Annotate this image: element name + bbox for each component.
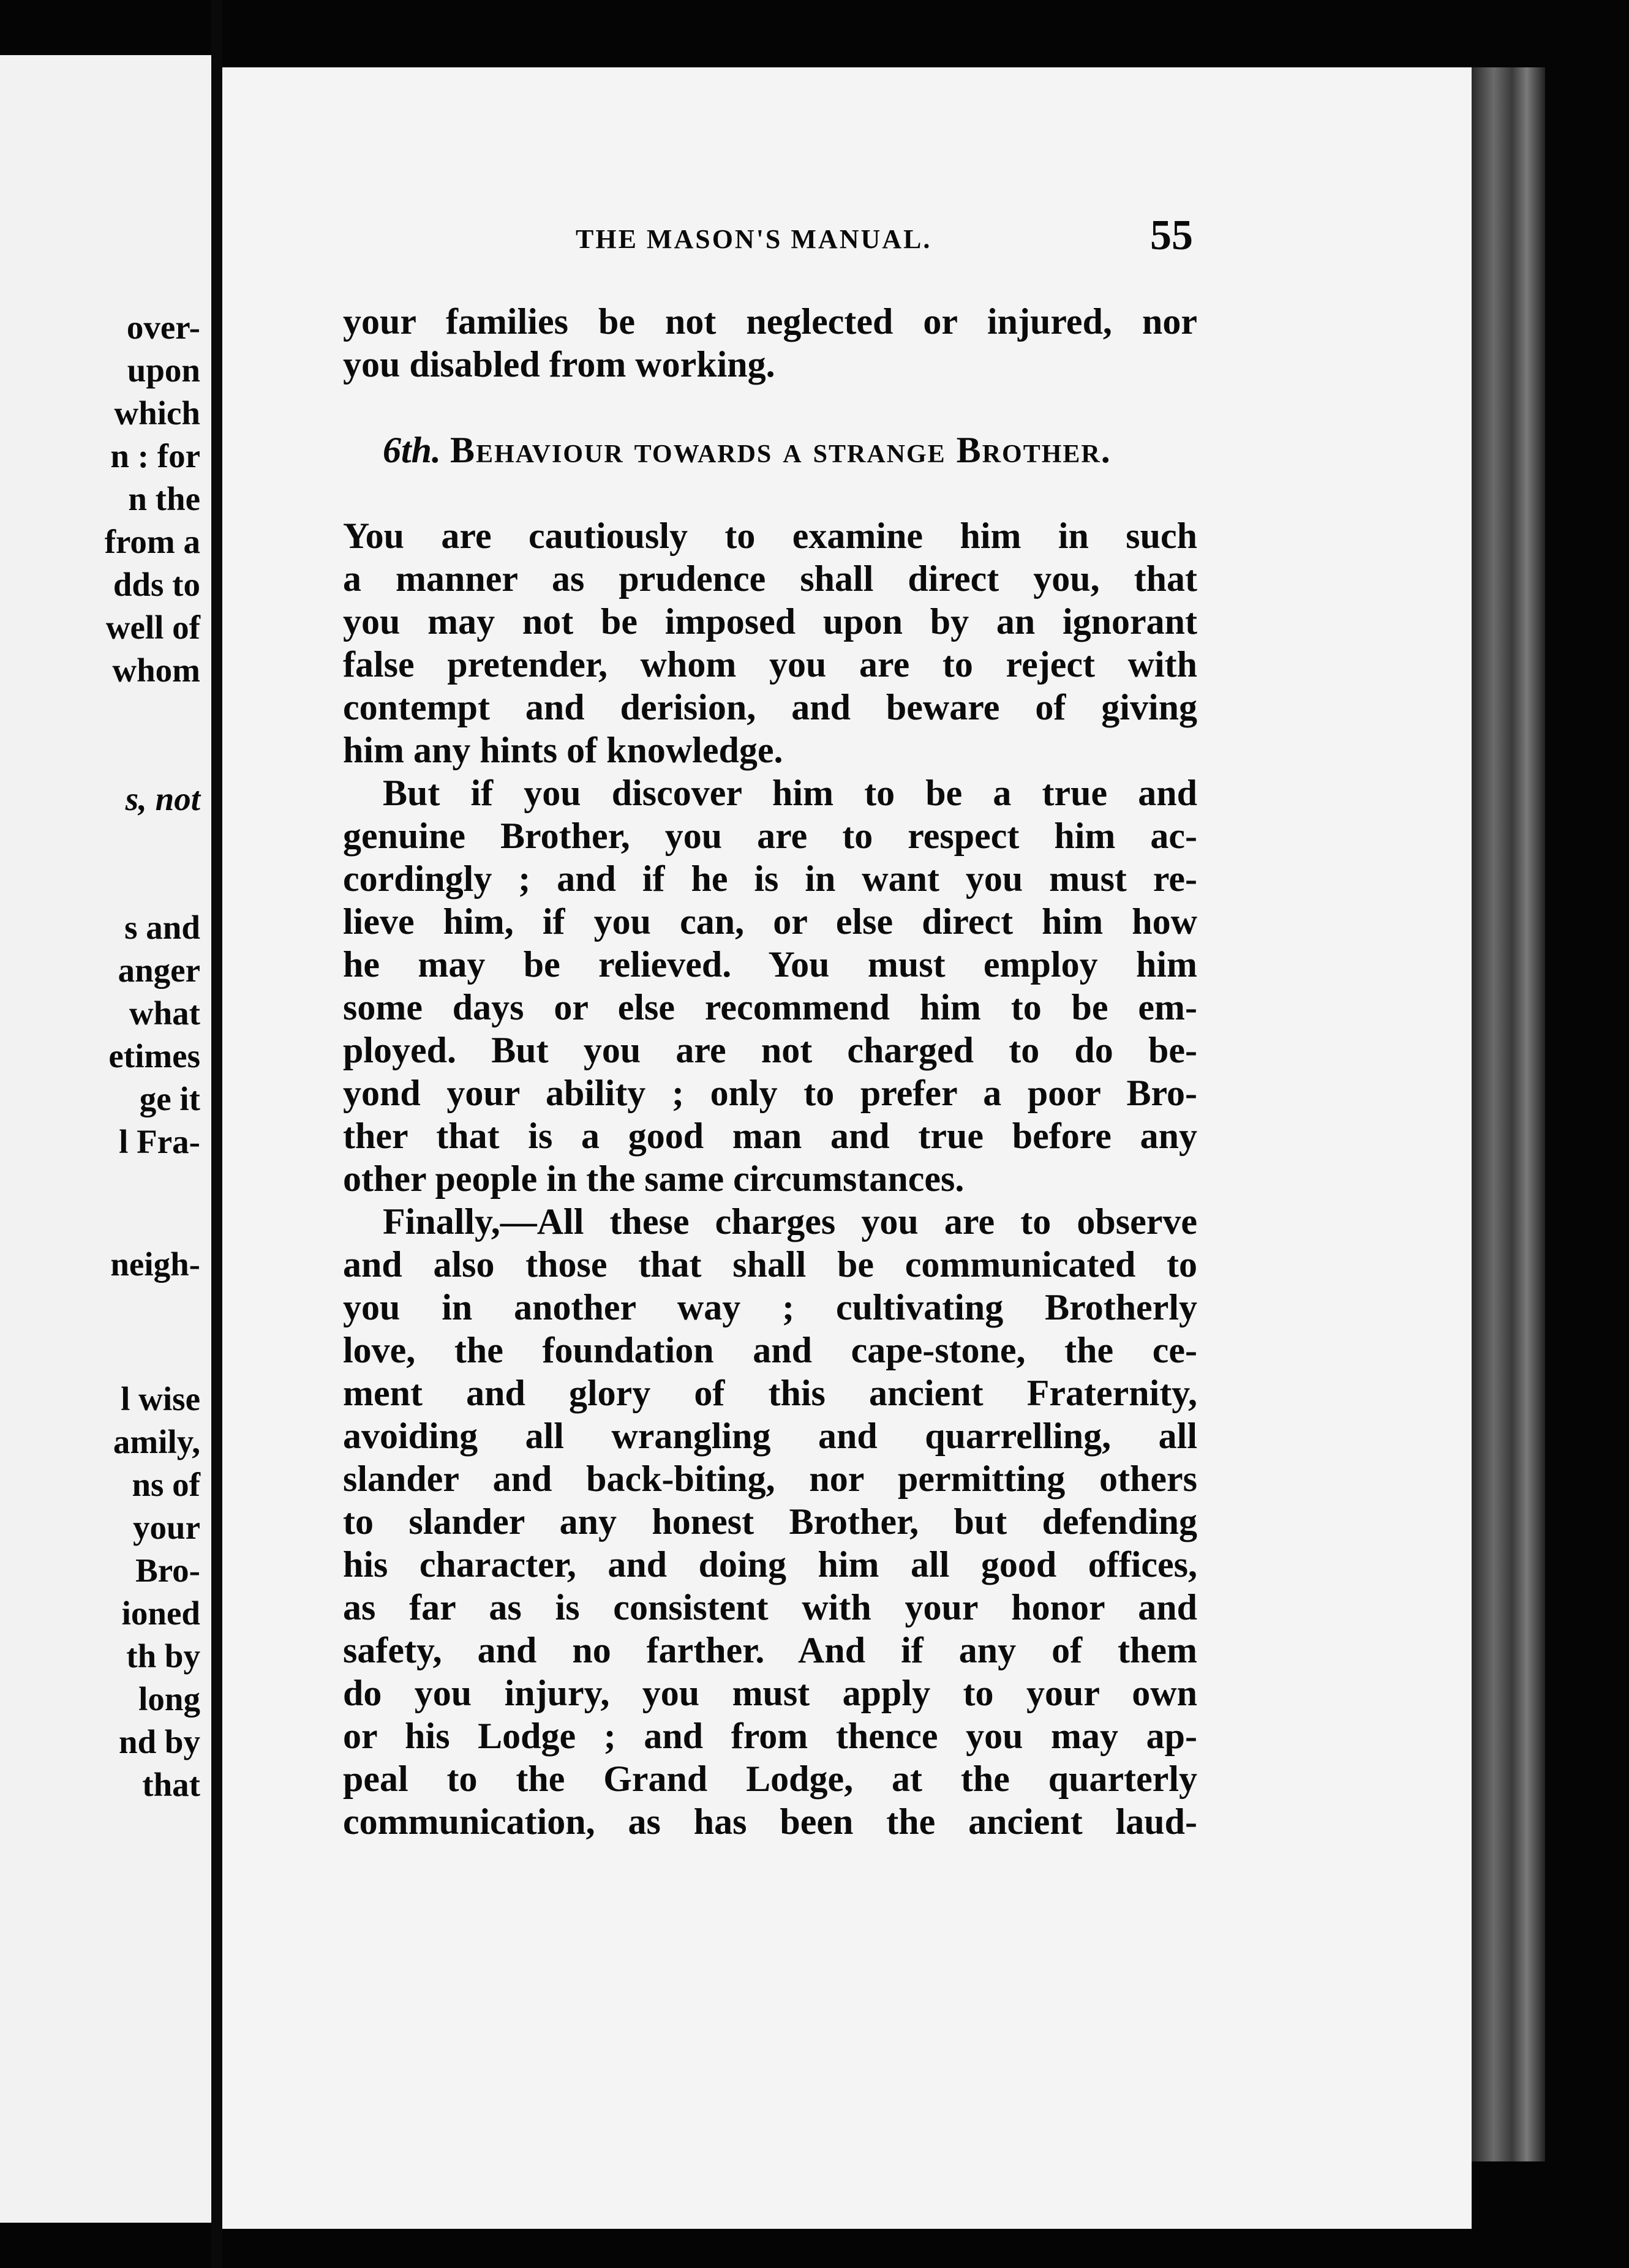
left-page-fragment: n the [128,480,200,517]
left-page-fragment: nd by [118,1723,200,1760]
text-line: he may be relieved. You must employ him [343,944,1197,985]
text-line: your families be not neglected or injured, nor [343,301,1197,342]
text-line: But if you discover him to be a true and [383,773,1197,813]
left-page-fragment: l wise [121,1380,200,1418]
text-line: slander and back-biting, nor permitting others [343,1459,1197,1499]
left-page-fragment: th by [126,1637,200,1675]
text-line: avoiding all wrangling and quarrelling, all [343,1416,1197,1456]
text-line: You are cautiously to examine him in such [343,516,1197,556]
left-page-fragment: whom [112,651,200,689]
left-page-fragment: ns of [132,1466,200,1503]
text-line: a manner as prudence shall direct you, that [343,558,1197,599]
text-line: do you injury, you must apply to your own [343,1673,1197,1713]
text-line: him any hints of knowledge. [343,730,783,770]
left-page-fragment: l Fra- [119,1123,200,1160]
text-line: ther that is a good man and true before any [343,1116,1197,1156]
left-page-fragment: s and [124,909,200,946]
left-page-fragment: over- [126,309,200,346]
left-page-fragment: s, not [125,780,200,817]
left-page-fragment: from a [104,523,200,560]
text-line: Finally,—All these charges you are to observe [383,1201,1197,1242]
text-line: peal to the Grand Lodge, at the quarterly [343,1759,1197,1799]
text-line: communication, as has been the ancient laud- [343,1801,1197,1842]
text-line: you may not be imposed upon by an ignorant [343,601,1197,642]
text-line: yond your ability ; only to prefer a poor Bro- [343,1073,1197,1113]
text-line: you in another way ; cultivating Brotherly [343,1287,1197,1327]
text-line: contempt and derision, and beware of giving [343,687,1197,727]
left-page-fragment: ioned [121,1594,200,1632]
text-line: as far as is consistent with your honor and [343,1587,1197,1628]
left-page-fragment: ge it [139,1080,200,1117]
left-page-fragment: upon [127,351,200,389]
left-page-fragment: well of [105,609,200,646]
page-edge [1472,67,1545,2161]
text-line: ment and glory of this ancient Fraternity, [343,1373,1197,1413]
left-page-fragment: your [133,1509,200,1546]
left-page-fragment: n : for [110,437,200,475]
left-page-fragment: anger [118,952,200,989]
text-line: and also those that shall be communicated to [343,1244,1197,1285]
text-line: or his Lodge ; and from thence you may ap- [343,1716,1197,1756]
section-heading [383,429,1197,471]
background-edge [1545,55,1629,2268]
text-line: his character, and doing him all good offices, [343,1544,1197,1585]
running-head: THE MASON'S MANUAL. [576,224,932,254]
text-line: love, the foundation and cape-stone, the ce- [343,1330,1197,1370]
text-line: to slander any honest Brother, but defending [343,1501,1197,1542]
left-page-fragment: etimes [108,1037,200,1075]
left-page-fragment: which [114,394,200,432]
text-line: false pretender, whom you are to reject with [343,644,1197,685]
left-page-fragment: neigh- [110,1245,200,1283]
text-line: some days or else recommend him to be em- [343,987,1197,1027]
section-number: 6th. [383,430,442,470]
text-line: cordingly ; and if he is in want you must re- [343,858,1197,899]
text-line: you disabled from working. [343,344,775,385]
text-line: other people in the same circumstances. [343,1158,965,1199]
page-number: 55 [1150,212,1193,259]
left-page-fragment: that [142,1766,200,1803]
text-line: ployed. But you are not charged to do be- [343,1030,1197,1070]
left-page-fragment: amily, [113,1423,200,1460]
left-page-fragment: dds to [113,566,200,603]
text-line: lieve him, if you can, or else direct him how [343,901,1197,942]
left-page-fragment: what [129,994,200,1032]
left-facing-page [0,55,211,2223]
left-page-fragment: Bro- [135,1552,200,1589]
text-line: genuine Brother, you are to respect him ac- [343,816,1197,856]
left-page-fragment: long [138,1680,200,1718]
text-line: safety, and no farther. And if any of them [343,1630,1197,1670]
book-gutter [211,0,222,2268]
section-title: Behaviour towards a strange Brother. [450,430,1112,470]
